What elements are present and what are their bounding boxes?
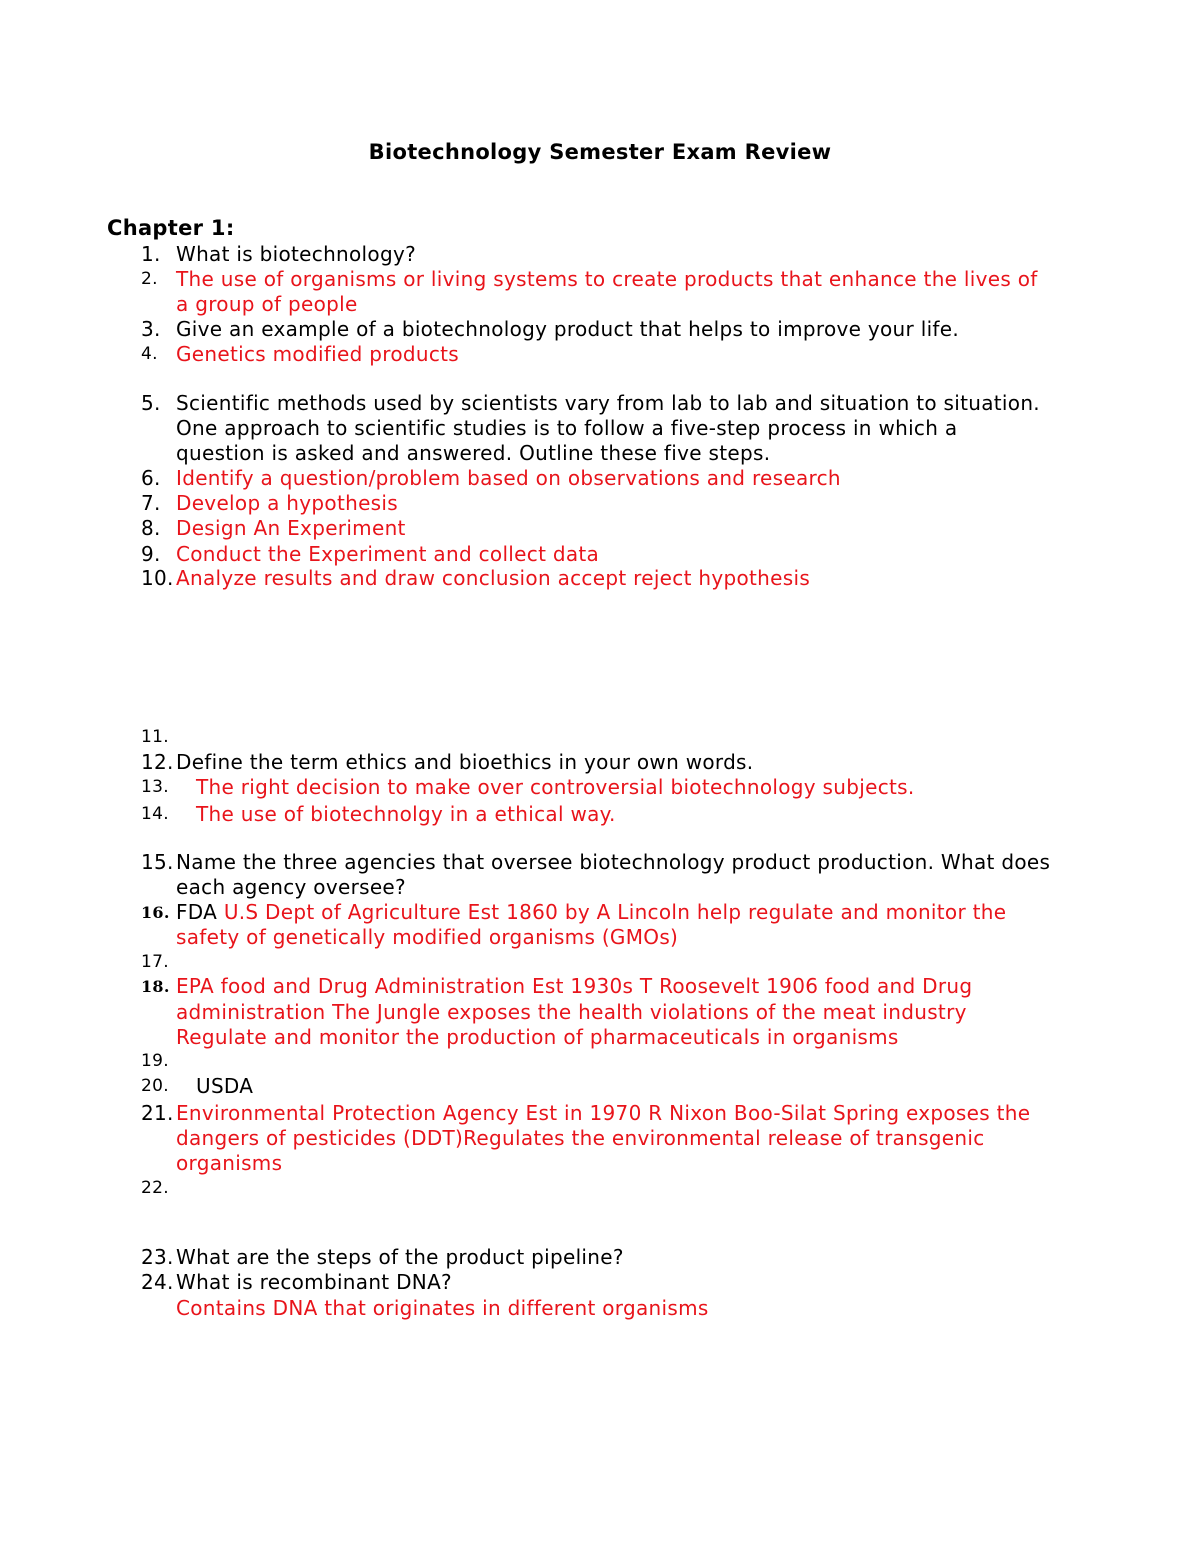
answer-text: dangers of pesticides (DDT)Regulates the environmental release of transgenic <box>176 1126 985 1150</box>
answer-text: Develop a hypothesis <box>176 491 398 515</box>
list-item <box>0 1176 1200 1201</box>
answer-text: EPA food and Drug Administration Est 1930s T Roosevelt 1906 food and Drug <box>176 974 973 998</box>
answer-text: Conduct the Experiment and collect data <box>176 542 600 566</box>
list-item <box>0 850 1200 875</box>
answer-text: Genetics modified products <box>176 342 460 366</box>
question-text: Define the term ethics and bioethics in your own words. <box>176 750 754 774</box>
item-number: 23. <box>141 1245 174 1269</box>
item-number: 3. <box>141 317 161 341</box>
item-number: 7. <box>141 491 161 515</box>
item-number: 20. <box>141 1076 169 1096</box>
list-item-continuation <box>0 1000 1200 1025</box>
question-text: Give an example of a biotechnology product that helps to improve your life. <box>176 317 960 341</box>
list-item-continuation <box>0 1296 1200 1321</box>
list-item <box>0 466 1200 491</box>
item-number: 22. <box>141 1178 169 1198</box>
answer-text: Identify a question/problem based on observations and research <box>176 466 841 490</box>
item-number: 11. <box>141 727 169 747</box>
answer-text: organisms <box>176 1151 283 1175</box>
item-number: 12. <box>141 750 174 774</box>
list-item <box>0 974 1200 999</box>
list-item <box>0 342 1200 367</box>
question-text: One approach to scientific studies is to follow a five-step process in which a <box>176 416 958 440</box>
item-number: 9. <box>141 542 161 566</box>
list-item <box>0 566 1200 591</box>
item-number: 16. <box>141 903 170 922</box>
list-item <box>0 542 1200 567</box>
list-item <box>0 1049 1200 1074</box>
list-item <box>0 491 1200 516</box>
list-item <box>0 267 1200 292</box>
item-number: 14. <box>141 804 169 824</box>
list-item <box>0 775 1200 800</box>
answer-text: The right decision to make over controversial biotechnology subjects. <box>196 775 915 799</box>
list-item <box>0 1270 1200 1295</box>
list-item-continuation <box>0 441 1200 466</box>
answer-text: Contains DNA that originates in different organisms <box>176 1296 709 1320</box>
item-number: 5. <box>141 391 161 415</box>
item-number: 2. <box>141 269 158 289</box>
list-item-continuation <box>0 1151 1200 1176</box>
item-number: 18. <box>141 977 170 996</box>
question-text: Scientific methods used by scientists vary from lab to lab and situation to situation. <box>176 391 1040 415</box>
list-item-continuation <box>0 875 1200 900</box>
list-item <box>0 391 1200 416</box>
question-text: Name the three agencies that oversee biotechnology product production. What does <box>176 850 1051 874</box>
item-number: 15. <box>141 850 174 874</box>
list-item <box>0 900 1200 925</box>
question-text: What is biotechnology? <box>176 242 416 266</box>
list-item <box>0 317 1200 342</box>
question-text: each agency oversee? <box>176 875 406 899</box>
item-number: 24. <box>141 1270 174 1294</box>
list-item-continuation <box>0 1126 1200 1151</box>
page-title: Biotechnology Semester Exam Review <box>368 140 832 164</box>
list-item <box>0 950 1200 975</box>
list-item <box>0 1101 1200 1126</box>
agency-label: FDA <box>176 900 218 924</box>
answer-text: Regulate and monitor the production of pharmaceuticals in organisms <box>176 1025 899 1049</box>
answer-text: Environmental Protection Agency Est in 1970 R Nixon Boo-Silat Spring exposes the <box>176 1101 1031 1125</box>
agency-label: USDA <box>196 1074 254 1098</box>
question-text: What is recombinant DNA? <box>176 1270 452 1294</box>
list-item-continuation <box>0 292 1200 317</box>
item-number: 4. <box>141 344 158 364</box>
answer-text: The use of biotechnolgy in a ethical way. <box>196 802 616 826</box>
item-number: 6. <box>141 466 161 490</box>
list-item <box>0 516 1200 541</box>
list-item <box>0 242 1200 267</box>
answer-text: a group of people <box>176 292 358 316</box>
item-number: 1. <box>141 242 161 266</box>
item-number: 8. <box>141 516 161 540</box>
list-item-continuation <box>0 1025 1200 1050</box>
agency-line <box>176 900 1006 925</box>
list-item <box>0 1074 1200 1099</box>
item-number: 21. <box>141 1101 174 1125</box>
list-item-continuation <box>0 416 1200 441</box>
item-number: 19. <box>141 1051 169 1071</box>
list-item-continuation <box>0 925 1200 950</box>
answer-text: The use of organisms or living systems to create products that enhance the lives of <box>176 267 1038 291</box>
answer-text: Design An Experiment <box>176 516 406 540</box>
answer-text: U.S Dept of Agriculture Est 1860 by A Lincoln help regulate and monitor the <box>223 900 1007 924</box>
item-number: 17. <box>141 952 169 972</box>
chapter-heading: Chapter 1: <box>107 216 235 240</box>
answer-text: Analyze results and draw conclusion accept reject hypothesis <box>176 566 811 590</box>
answer-text: safety of genetically modified organisms (GMOs) <box>176 925 679 949</box>
list-item <box>0 1245 1200 1270</box>
item-number: 13. <box>141 777 169 797</box>
question-text: question is asked and answered. Outline these five steps. <box>176 441 771 465</box>
item-number: 10. <box>141 566 174 590</box>
question-text: What are the steps of the product pipeline? <box>176 1245 624 1269</box>
list-item <box>0 750 1200 775</box>
list-item <box>0 725 1200 750</box>
answer-text: administration The Jungle exposes the health violations of the meat industry <box>176 1000 967 1024</box>
list-item <box>0 802 1200 827</box>
